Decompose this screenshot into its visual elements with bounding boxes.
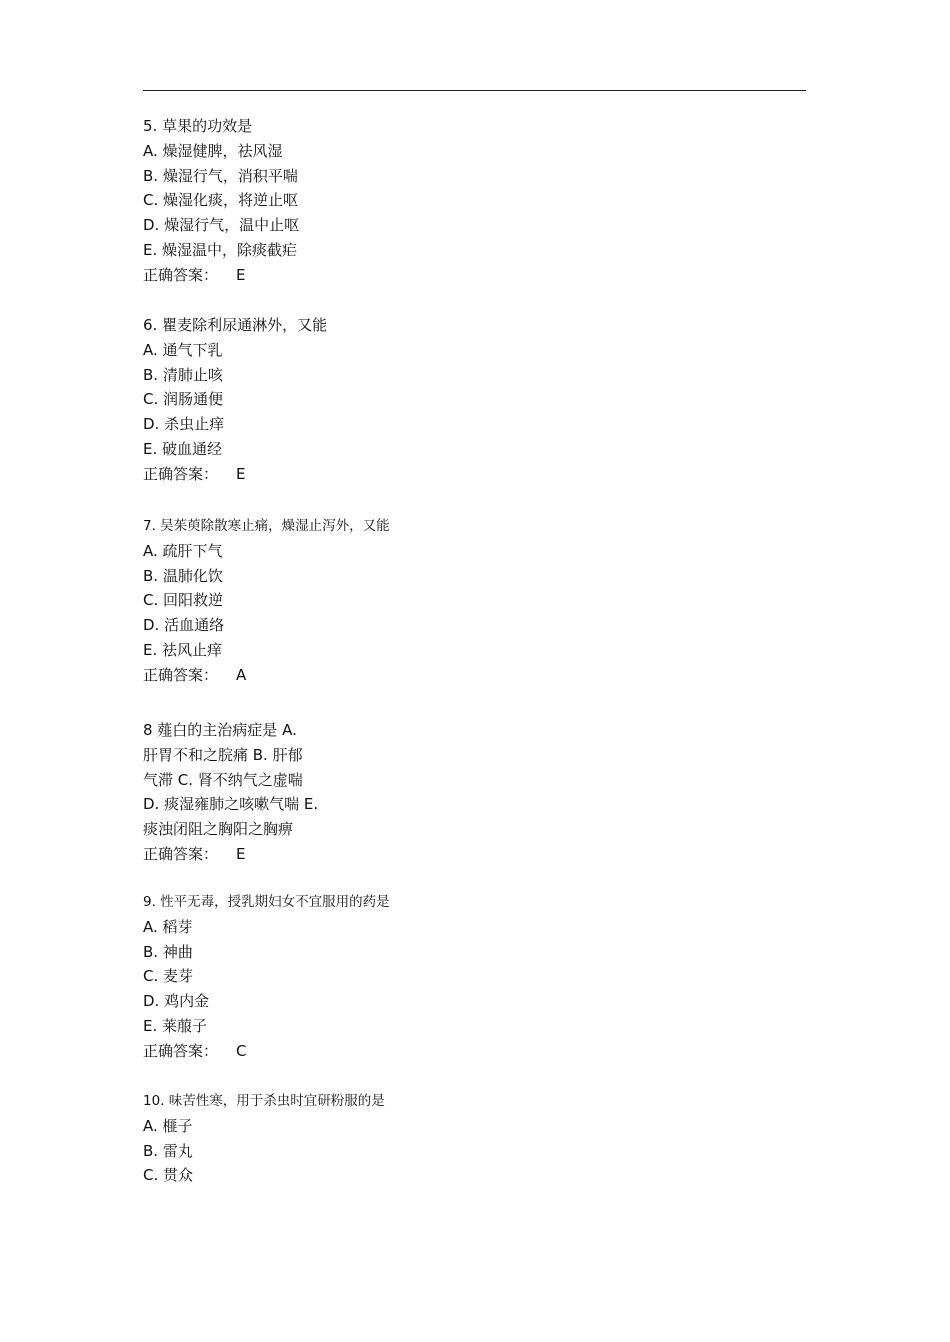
option-line: B. 温肺化饮	[143, 566, 223, 585]
answer-label: 正确答案：	[143, 844, 219, 863]
option-line: 气滞 C. 肾不纳气之虚喘	[143, 770, 303, 789]
question-title: 9. 性平无毒，授乳期妇女不宜服用的药是	[143, 894, 390, 910]
question-title: 6. 瞿麦除利尿通淋外，又能	[143, 316, 328, 334]
option-line: E. 祛风止痒	[143, 640, 223, 659]
option-line: B. 清肺止咳	[143, 365, 223, 384]
option-line: A. 榧子	[143, 1116, 193, 1135]
option-line: B. 雷丸	[143, 1141, 193, 1160]
option-line: A. 稻芽	[143, 917, 193, 936]
question-5	[143, 116, 803, 290]
answer-label: 正确答案：	[143, 265, 219, 284]
option-line: D. 燥湿行气，温中止呕	[143, 216, 300, 235]
option-line: A. 疏肝下气	[143, 541, 223, 560]
option-line: E. 燥湿温中，除痰截疟	[143, 240, 298, 259]
option-line: 肝胃不和之脘痛 B. 肝郁	[143, 745, 303, 764]
question-title: 10. 味苦性寒，用于杀虫时宜研粉服的是	[143, 1093, 385, 1109]
question-6	[143, 315, 803, 489]
answer-value: C	[236, 1041, 247, 1060]
option-line: 痰浊闭阻之胸阳之胸痹	[143, 820, 294, 839]
answer-line	[143, 1041, 803, 1061]
option-line: A. 通气下乳	[143, 340, 223, 359]
answer-label: 正确答案：	[143, 464, 219, 483]
option-line: C. 润肠通便	[143, 390, 224, 409]
answer-line	[143, 844, 803, 864]
question-10	[143, 1091, 803, 1190]
question-8	[143, 720, 803, 869]
option-line: C. 麦芽	[143, 967, 194, 986]
option-line: C. 燥湿化痰，将逆止呕	[143, 191, 299, 210]
question-9	[143, 892, 803, 1066]
option-line: D. 痰湿雍肺之咳嗽气喘 E.	[143, 795, 319, 814]
option-line: B. 燥湿行气，消积平喘	[143, 166, 298, 185]
answer-value: A	[236, 665, 247, 684]
option-line: B. 神曲	[143, 942, 193, 961]
option-line: C. 贯众	[143, 1166, 194, 1185]
question-title: 8 薤白的主治病症是 A.	[143, 721, 297, 739]
question-title: 7. 吴茱萸除散寒止痛，燥湿止泻外，又能	[143, 518, 390, 534]
option-line: D. 活血通络	[143, 616, 225, 635]
answer-value: E	[236, 265, 246, 284]
option-line: D. 鸡内金	[143, 992, 210, 1011]
answer-value: E	[236, 844, 246, 863]
option-line: C. 回阳救逆	[143, 591, 224, 610]
question-title: 5. 草果的功效是	[143, 117, 253, 135]
option-line: E. 破血通经	[143, 439, 223, 458]
option-line: D. 杀虫止痒	[143, 415, 225, 434]
answer-label: 正确答案：	[143, 1041, 219, 1060]
answer-line	[143, 464, 803, 484]
header-rule	[143, 90, 806, 91]
answer-line	[143, 265, 803, 285]
option-line: E. 莱菔子	[143, 1016, 208, 1035]
answer-value: E	[236, 464, 246, 483]
question-7	[143, 516, 803, 690]
option-line: A. 燥湿健脾，祛风湿	[143, 141, 283, 160]
answer-line	[143, 665, 803, 685]
answer-label: 正确答案：	[143, 665, 219, 684]
